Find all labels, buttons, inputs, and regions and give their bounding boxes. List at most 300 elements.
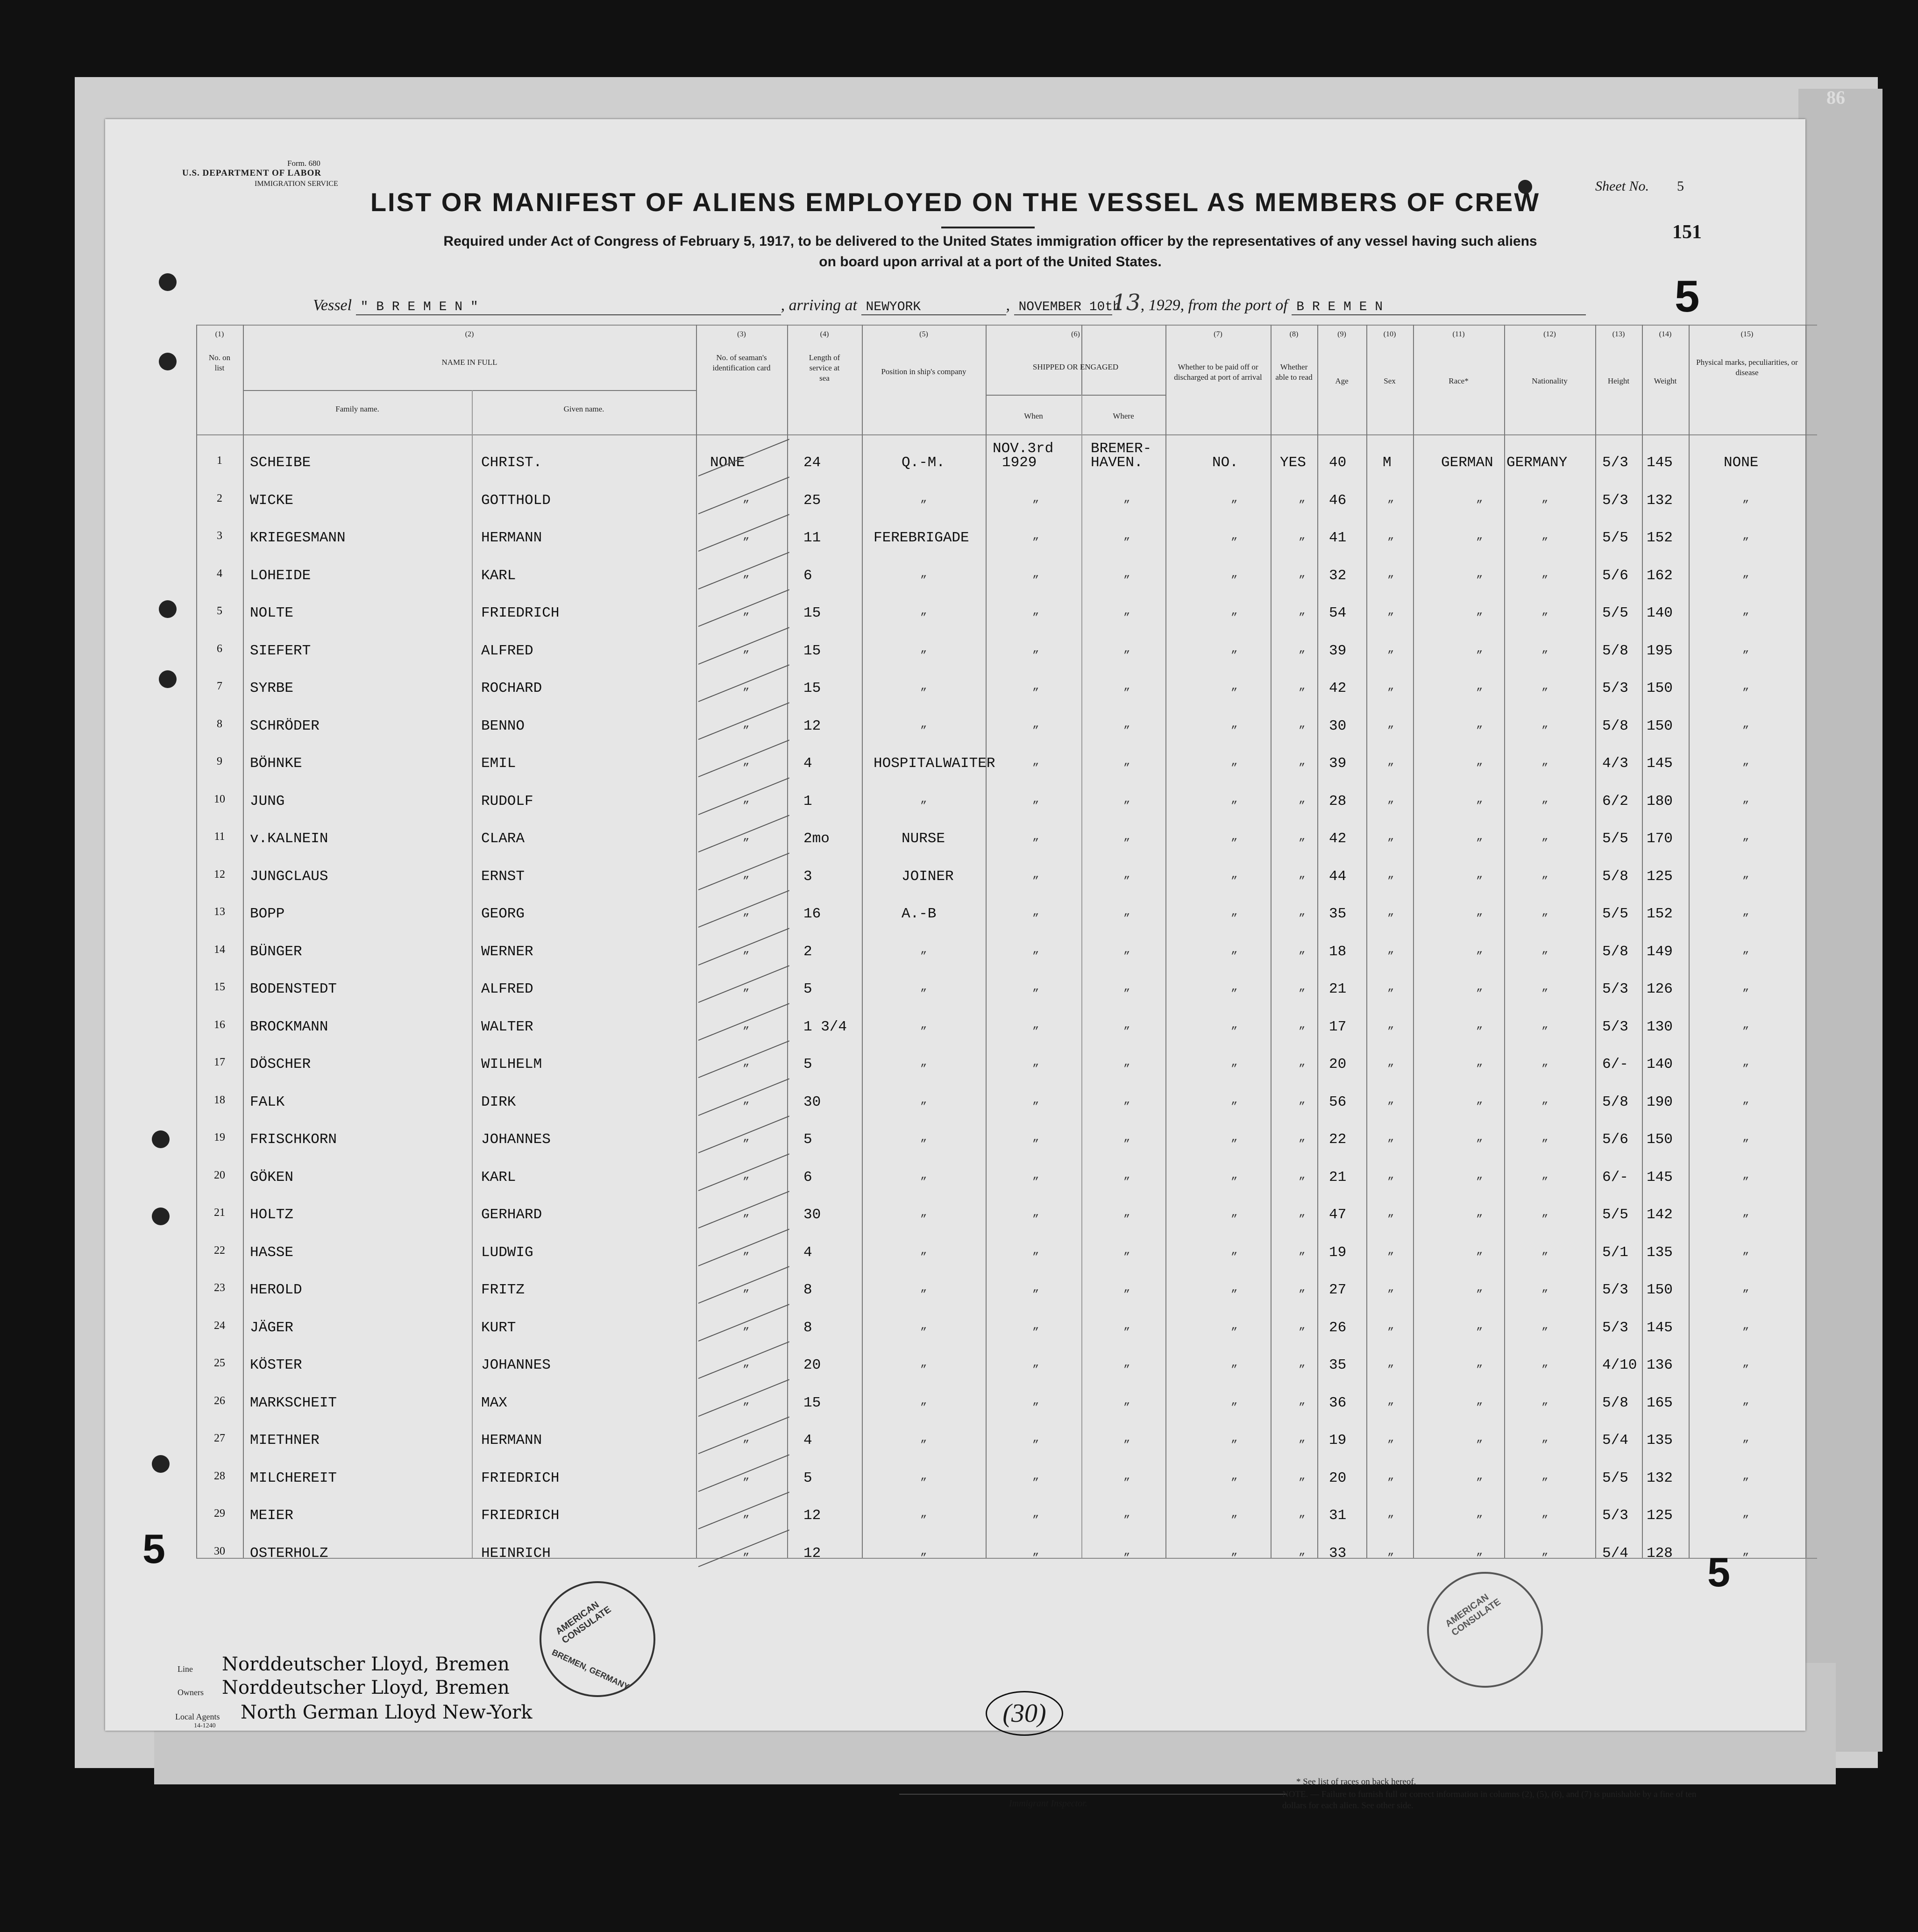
ditto-mark: „ [743,1018,750,1031]
row-number: 7 [217,680,222,692]
weight: 136 [1647,1357,1673,1373]
ditto-mark: „ [1231,530,1238,542]
weight: 145 [1647,1319,1673,1336]
col-number: (5) [919,330,928,338]
given-name: KARL [481,1169,516,1186]
ditto-mark: „ [1742,1470,1749,1483]
ditto-mark: „ [1299,530,1306,542]
ditto-mark: „ [1742,906,1749,918]
seal-text: AMERICAN CONSULATE [554,1599,613,1646]
given-name: GERHARD [481,1207,542,1223]
height: 5/3 [1602,1018,1628,1035]
position: HOSPITALWAITER [874,755,995,772]
ditto-mark: „ [1032,1244,1039,1257]
weight: 145 [1647,755,1673,772]
col-header-sex: Sex [1384,376,1396,385]
col-rule [696,325,697,1558]
service-length: 4 [803,755,812,772]
row-number: 1 [217,455,222,467]
age: 56 [1329,1094,1347,1110]
check-mark-icon [698,1416,789,1454]
ditto-mark: „ [1231,492,1238,505]
height: 5/3 [1602,455,1628,471]
row-number: 5 [217,605,222,617]
ditto-mark: „ [1231,755,1238,768]
weight: 150 [1647,1131,1673,1148]
seal-text: AMERICAN CONSULATE [1443,1591,1503,1638]
ditto-mark: „ [1231,868,1238,881]
ditto-mark: „ [1231,605,1238,618]
col-header-given-name: Given name. [563,405,604,413]
row-number: 18 [214,1094,225,1106]
position: FEREBRIGADE [874,530,969,546]
col-header-height: Height [1607,376,1630,385]
ditto-mark: „ [1476,868,1483,881]
shipped-where: BREMER- [1091,440,1152,457]
ditto-mark: „ [920,1470,927,1483]
col-number: (1) [215,330,224,338]
weight: 180 [1647,793,1673,810]
age: 20 [1329,1470,1347,1486]
ditto-mark: „ [1742,1357,1749,1370]
check-mark-icon [698,1115,789,1153]
arriving-label: , arriving at [781,297,857,314]
row-number: 29 [214,1507,225,1520]
weight: 130 [1647,1018,1673,1035]
inspector-signature-line [899,1794,1287,1795]
ditto-mark: „ [1299,1394,1306,1407]
ditto-mark: „ [1476,1319,1483,1332]
weight: 142 [1647,1207,1673,1223]
height: 5/3 [1602,680,1628,696]
age: 26 [1329,1319,1347,1336]
col-number: (4) [820,330,829,338]
col-number: (15) [1740,330,1754,338]
family-name: FALK [250,1094,285,1110]
ditto-mark: „ [1476,642,1483,655]
ditto-mark: „ [1299,1545,1306,1558]
ditto-mark: „ [1742,1394,1749,1407]
check-mark-icon [698,627,789,665]
service-length: 15 [803,605,821,621]
weight: 162 [1647,567,1673,584]
row-number: 2 [217,492,222,504]
table-rule [196,325,1817,326]
consulate-seal-left [540,1581,655,1697]
ditto-mark: „ [743,530,750,542]
ditto-mark: „ [1231,1282,1238,1294]
family-name: MARKSCHEIT [250,1394,337,1411]
ditto-mark: „ [920,1056,927,1069]
ditto-mark: „ [920,793,927,806]
ditto-mark: „ [920,1169,927,1182]
ditto-mark: „ [1299,868,1306,881]
subtitle-line-1: Required under Act of Congress of February 5, 1917, to be delivered to the United States immigration officer by the representatives of any vessel having such aliens [443,234,1537,249]
ditto-mark: „ [1476,1545,1483,1558]
height: 5/4 [1602,1545,1628,1562]
family-name: OSTERHOLZ [250,1545,328,1562]
service-length: 30 [803,1094,821,1110]
given-name: MAX [481,1394,507,1411]
ditto-mark: „ [1299,1094,1306,1107]
weight: 152 [1647,530,1673,546]
age: 21 [1329,1169,1347,1186]
col-header-weight: Weight [1654,376,1677,385]
ditto-mark: „ [920,717,927,731]
col-rule [1642,325,1643,1558]
row-number: 4 [217,567,222,580]
ditto-mark: „ [743,492,750,505]
given-name: WILHELM [481,1056,542,1073]
weight: 145 [1647,455,1673,471]
row-number: 24 [214,1319,225,1332]
ditto-mark: „ [1299,1357,1306,1370]
height: 5/6 [1602,1131,1628,1148]
col-rule [1165,325,1166,1558]
family-name: HOLTZ [250,1207,294,1223]
ditto-mark: „ [1542,831,1549,843]
ditto-mark: „ [1032,1207,1039,1219]
row-number: 3 [217,530,222,542]
row-number: 20 [214,1169,225,1181]
col-number: (7) [1214,330,1222,338]
service-length: 20 [803,1357,821,1373]
service-length: 5 [803,981,812,997]
ditto-mark: „ [743,1131,750,1144]
ditto-mark: „ [1123,1545,1130,1558]
ditto-mark: „ [1123,1244,1130,1257]
given-name: FRITZ [481,1282,525,1298]
agents-code: 14-1240 [194,1722,216,1729]
ditto-mark: „ [1123,1207,1130,1219]
ditto-mark: „ [1542,943,1549,956]
check-mark-icon [698,1191,789,1229]
ditto-mark: „ [1032,492,1039,505]
family-name: FRISCHKORN [250,1131,337,1148]
ditto-mark: „ [743,793,750,806]
ditto-mark: „ [1032,943,1039,956]
ditto-mark: „ [1123,1507,1130,1520]
form-number: Form. 680 [287,159,320,168]
ditto-mark: „ [920,567,927,580]
ditto-mark: „ [1476,1470,1483,1483]
row-number: 19 [214,1131,225,1144]
given-name: RUDOLF [481,793,533,810]
row-number: 11 [214,831,225,843]
age: 31 [1329,1507,1347,1524]
ditto-mark: „ [920,943,927,956]
family-name: MILCHEREIT [250,1470,337,1486]
given-name: HEINRICH [481,1545,551,1562]
ditto-mark: „ [1542,717,1549,731]
ditto-mark: „ [1231,981,1238,994]
ditto-mark: „ [1299,1131,1306,1144]
weight: 145 [1647,1169,1673,1186]
ditto-mark: „ [1742,981,1749,994]
ditto-mark: „ [920,1018,927,1031]
weight: 190 [1647,1094,1673,1110]
ditto-mark: „ [1231,943,1238,956]
given-name: GOTTHOLD [481,492,551,509]
ditto-mark: „ [1542,492,1549,505]
check-mark-icon [698,1153,789,1191]
ditto-mark: „ [1299,1319,1306,1332]
weight: 125 [1647,868,1673,885]
age: 17 [1329,1018,1347,1035]
given-name: HERMANN [481,1432,542,1449]
ditto-mark: „ [1032,831,1039,843]
weight: 132 [1647,492,1673,509]
ditto-mark: „ [1123,567,1130,580]
col-rule [472,390,473,1558]
ditto-mark: „ [1032,1282,1039,1294]
ditto-mark: „ [1231,1131,1238,1144]
col-rule [1504,325,1505,1558]
service-length: 6 [803,567,812,584]
consulate-seal-right [1427,1572,1543,1688]
family-name: HASSE [250,1244,294,1261]
ditto-mark: „ [1742,1319,1749,1332]
height: 5/5 [1602,530,1628,546]
ditto-mark: „ [1542,1094,1549,1107]
ditto-mark: „ [1476,906,1483,918]
vessel-name: " B R E M E N " [356,300,781,315]
ditto-mark: „ [1032,981,1039,994]
col-number: (8) [1289,330,1299,338]
ditto-mark: „ [1542,906,1549,918]
col-header-number: No. on list [208,353,231,372]
punch-hole-icon [152,1455,170,1473]
service-length: 12 [803,717,821,734]
given-name: JOHANNES [481,1357,551,1373]
given-name: WALTER [481,1018,533,1035]
weight: 195 [1647,642,1673,659]
ditto-mark: „ [1542,1432,1549,1445]
ditto-mark: „ [1387,868,1394,881]
given-name: ALFRED [481,642,533,659]
ditto-mark: „ [1231,1056,1238,1069]
ditto-mark: „ [1231,1394,1238,1407]
age: 42 [1329,831,1347,847]
page-mark: 5 [1675,271,1700,321]
ditto-mark: „ [1123,1056,1130,1069]
ditto-mark: „ [1387,1507,1394,1520]
ditto-mark: „ [1742,943,1749,956]
height: 6/2 [1602,793,1628,810]
ditto-mark: „ [1123,492,1130,505]
check-mark-icon [698,1266,789,1304]
height: 4/10 [1602,1357,1637,1373]
ditto-mark: „ [1032,1094,1039,1107]
age: 33 [1329,1545,1347,1562]
ditto-mark: „ [1032,1319,1039,1332]
page-mark-right: 5 [1707,1549,1730,1595]
age: 18 [1329,943,1347,960]
ditto-mark: „ [743,868,750,881]
ditto-mark: „ [743,1432,750,1445]
weight: 125 [1647,1507,1673,1524]
check-mark-icon [698,1078,789,1116]
check-mark-icon [698,777,789,815]
ditto-mark: „ [1387,755,1394,768]
ditto-mark: „ [1032,755,1039,768]
given-name: FRIEDRICH [481,1470,560,1486]
ditto-mark: „ [1299,567,1306,580]
given-name: CLARA [481,831,525,847]
agents-value: North German Lloyd New-York [241,1702,533,1723]
from-port-label: , from the port of [1180,297,1288,314]
ditto-mark: „ [1123,1169,1130,1182]
ditto-mark: „ [1123,868,1130,881]
ditto-mark: „ [920,1094,927,1107]
check-mark-icon [698,965,789,1003]
col-header-race: Race* [1449,376,1469,385]
ditto-mark: „ [1387,1282,1394,1294]
height: 5/6 [1602,567,1628,584]
ditto-mark: „ [1476,1357,1483,1370]
ditto-mark: „ [1299,717,1306,731]
ditto-mark: „ [1742,1169,1749,1182]
given-name: BENNO [481,717,525,734]
ditto-mark: „ [1542,1131,1549,1144]
weight: 165 [1647,1394,1673,1411]
ditto-mark: „ [1299,906,1306,918]
row-number: 22 [214,1244,225,1257]
service-length: 25 [803,492,821,509]
line-value: Norddeutscher Lloyd, Bremen [222,1654,510,1675]
table-rule [196,1558,1817,1559]
service-length: 12 [803,1545,821,1562]
sex: M [1383,455,1392,471]
ditto-mark: „ [920,1131,927,1144]
height: 5/5 [1602,605,1628,621]
ditto-mark: „ [1123,831,1130,843]
height: 5/1 [1602,1244,1628,1261]
ditto-mark: „ [1123,1018,1130,1031]
ditto-mark: „ [920,1244,927,1257]
sheet-number-value: 5 [1677,178,1684,194]
age: 28 [1329,793,1347,810]
stamp-number: 151 [1672,221,1702,243]
arrival-date: NOVEMBER 10th [1014,300,1112,315]
ditto-mark: „ [1476,1394,1483,1407]
given-name: LUDWIG [481,1244,533,1261]
ditto-mark: „ [1123,1470,1130,1483]
row-number: 16 [214,1018,225,1031]
ditto-mark: „ [1032,680,1039,693]
col-number: (2) [465,330,474,338]
service-length: 15 [803,642,821,659]
ditto-mark: „ [1742,755,1749,768]
weight: 152 [1647,906,1673,922]
ditto-mark: „ [1123,793,1130,806]
ditto-mark: „ [1231,1169,1238,1182]
ditto-mark: „ [1542,1244,1549,1257]
ditto-mark: „ [1387,831,1394,843]
ditto-mark: „ [1476,943,1483,956]
age: 22 [1329,1131,1347,1148]
col-header-where: Where [1113,412,1134,420]
ditto-mark: „ [1123,642,1130,655]
date-correction: 13 [1112,290,1141,316]
given-name: KARL [481,567,516,584]
ditto-mark: „ [743,605,750,618]
ditto-mark: „ [1476,981,1483,994]
col-header-shipped: SHIPPED OR ENGAGED [1032,362,1119,371]
height: 5/5 [1602,1470,1628,1486]
ditto-mark: „ [1032,1545,1039,1558]
ditto-mark: „ [1542,605,1549,618]
ditto-mark: „ [1231,1357,1238,1370]
ditto-mark: „ [1387,1018,1394,1031]
family-name: HEROLD [250,1282,302,1298]
ditto-mark: „ [743,831,750,843]
ditto-mark: „ [1123,530,1130,542]
ditto-mark: „ [1387,981,1394,994]
col-header-when: When [1024,412,1043,420]
height: 4/3 [1602,755,1628,772]
ditto-mark: „ [1476,530,1483,542]
col-rule [196,325,197,1558]
ditto-mark: „ [743,755,750,768]
ditto-mark: „ [1123,1394,1130,1407]
inspector-label: Immigrant Inspector. [1009,1798,1087,1809]
service-length: 1 [803,793,812,810]
sheet-number-label: Sheet No. [1595,178,1649,194]
ditto-mark: „ [1123,680,1130,693]
ditto-mark: „ [1231,906,1238,918]
ditto-mark: „ [1123,1282,1130,1294]
ditto-mark: „ [1231,1018,1238,1031]
col-header-read: Whether able to read [1275,362,1313,382]
ditto-mark: „ [743,1394,750,1407]
ditto-mark: „ [1387,1394,1394,1407]
ditto-mark: „ [1123,943,1130,956]
service-length: 4 [803,1244,812,1261]
ditto-mark: „ [1542,1545,1549,1558]
paid-off: NO. [1212,455,1238,471]
ditto-mark: „ [1123,1432,1130,1445]
ditto-mark: „ [1032,1507,1039,1520]
check-mark-icon [698,1492,789,1529]
family-name: SIEFERT [250,642,311,659]
ditto-mark: „ [1742,1432,1749,1445]
col-header-card: No. of seaman's identification card [712,353,771,372]
family-name: SYRBE [250,680,294,696]
ditto-mark: „ [743,1545,750,1558]
year: 29 [1164,297,1180,314]
ditto-mark: „ [920,1545,927,1558]
col-rule [1689,325,1690,1558]
ditto-mark: „ [1542,793,1549,806]
ditto-mark: „ [743,1357,750,1370]
ditto-mark: „ [1231,1432,1238,1445]
age: 35 [1329,906,1347,922]
ditto-mark: „ [1299,981,1306,994]
ditto-mark: „ [1123,717,1130,731]
col-rule [1805,325,1806,1558]
col-rule [1081,395,1082,1558]
ditto-mark: „ [1542,1169,1549,1182]
weight: 126 [1647,981,1673,997]
ditto-mark: „ [1542,680,1549,693]
ditto-mark: „ [743,1169,750,1182]
ditto-mark: „ [1742,492,1749,505]
race-note: * See list of races on back hereof. [1296,1777,1416,1787]
ditto-mark: „ [920,1319,927,1332]
ditto-mark: „ [1231,680,1238,693]
row-number: 12 [214,868,225,881]
